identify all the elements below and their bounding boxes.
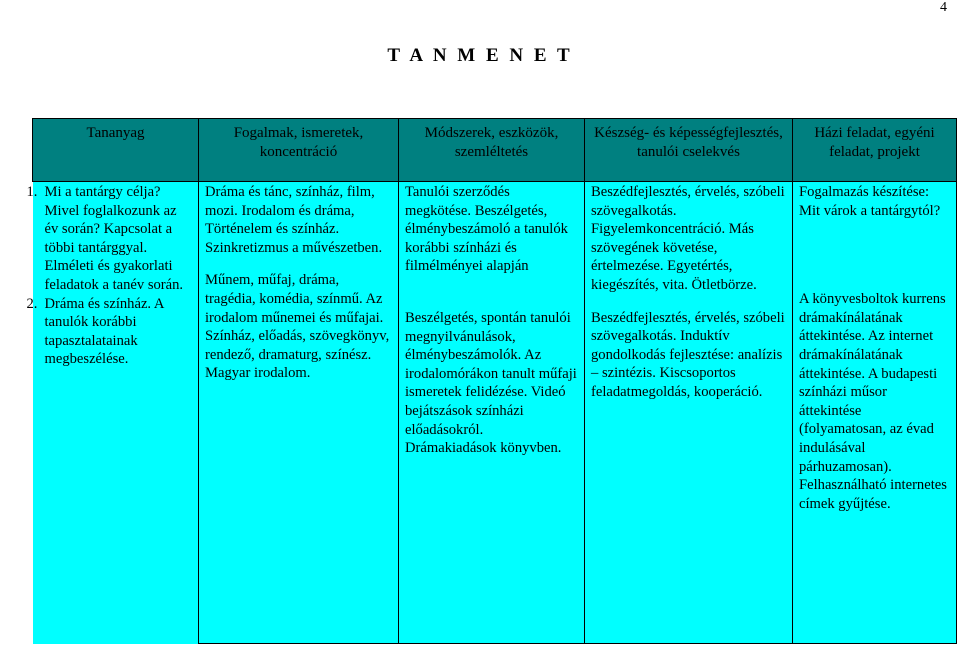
- header-methods: Módszerek, eszközök, szemléltetés: [399, 119, 585, 182]
- topic-item: [26, 183, 195, 295]
- header-topic: Tananyag: [33, 119, 199, 182]
- topic-text: Mi a tantárgy célja? Mivel foglalkozunk az év során? Kapcsolat a többi tantárggyal. Elméleti és gyakorlati feladatok a tanév során.: [44, 184, 184, 293]
- skills-cell: [585, 182, 793, 644]
- page-number: 4: [940, 0, 947, 15]
- methods-cell: [399, 182, 585, 644]
- topic-item: [26, 295, 195, 369]
- topic-number: 1.: [26, 184, 38, 200]
- table-header-row: [33, 119, 957, 182]
- homework-cell: [793, 182, 957, 644]
- topics-cell: [26, 182, 199, 644]
- header-concepts: Fogalmak, ismeretek, koncentráció: [199, 119, 399, 182]
- topic-text: Dráma és színház. A tanulók korábbi tapasztalatainak megbeszélése.: [44, 295, 164, 368]
- concepts-block: Dráma és tánc, színház, film, mozi. Irodalom és dráma, Történelem és színház. Szinkretizmus a művészetben.: [205, 184, 383, 256]
- skills-block: Beszédfejlesztés, érvelés, szóbeli szövegalkotás. Figyelemkoncentráció. Más szövegének követése, értelmezése. Egyetértés, kiegészítés, vita. Ötletbörze.: [591, 184, 785, 293]
- skills-block: Beszédfejlesztés, érvelés, szóbeli szövegalkotás. Induktív gondolkodás fejlesztése: analízis – szintézis. Kiscsoportos feladatmegoldás, kooperáció.: [591, 309, 785, 400]
- curriculum-table: [26, 118, 957, 644]
- table-body-row: [33, 182, 957, 644]
- homework-block: A könyvesboltok kurrens drámakínálatának áttekintése. Az internet drámakínálatának áttekintése. A budapesti színházi műsor áttekintése (folyamatosan, az évad indulásával párhuzamosan). Felhasználható internetes címek gyűjtése.: [799, 291, 947, 512]
- concepts-block: Műnem, műfaj, dráma, tragédia, komédia, színmű. Az irodalom műnemei és műfajai. Színház, előadás, szövegkönyv, rendező, dramaturg, színész. Magyar irodalom.: [205, 272, 390, 382]
- homework-block: Fogalmazás készítése: Mit várok a tantárgytól?: [799, 184, 941, 219]
- methods-block: Tanulói szerződés megkötése. Beszélgetés, élménybeszámoló a tanulók korábbi színházi és filmélményei alapján: [405, 184, 568, 275]
- methods-block: Beszélgetés, spontán tanulói megnyilvánulások, élménybeszámolók. Az irodalomórákon tanult műfaji ismeretek felidézése. Videó bejátszások színházi előadásokról. Drámakiadások könyvben.: [405, 309, 577, 457]
- concepts-cell: [199, 182, 399, 644]
- header-skills: Készség- és képességfejlesztés, tanulói cselekvés: [585, 119, 793, 182]
- header-homework: Házi feladat, egyéni feladat, projekt: [793, 119, 957, 182]
- topic-number: 2.: [26, 295, 38, 312]
- document-title: T A N M E N E T: [387, 45, 573, 66]
